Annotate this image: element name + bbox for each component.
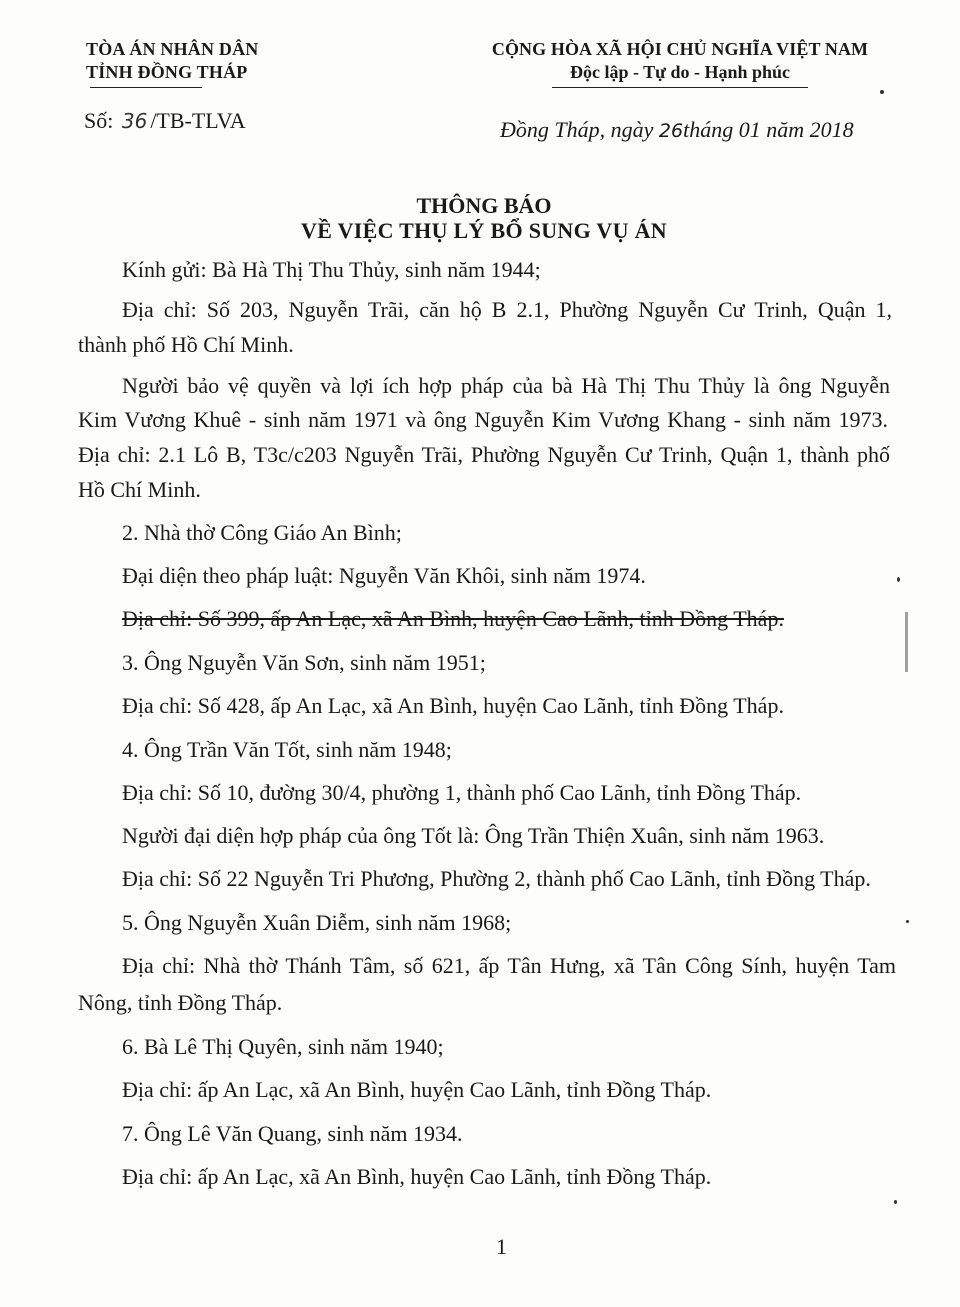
scan-speck	[894, 1200, 897, 1204]
party-6-name: 6. Bà Lê Thị Quyên, sinh năm 1940;	[122, 1034, 444, 1059]
representative-address-line-2: Hồ Chí Minh.	[78, 477, 201, 502]
representative-address-line-1: Địa chỉ: 2.1 Lô B, T3c/c203 Nguyễn Trãi, Phường Nguyễn Cư Trinh, Quận 1, thành phố	[78, 442, 890, 467]
motto-underline	[552, 87, 808, 88]
party-3-address: Địa chỉ: Số 428, ấp An Lạc, xã An Bình, huyện Cao Lãnh, tỉnh Đồng Tháp.	[122, 693, 784, 718]
party-5-name: 5. Ông Nguyễn Xuân Diễm, sinh năm 1968;	[122, 910, 512, 935]
scan-speck	[897, 577, 900, 582]
party-2-address-struck: Địa chỉ: Số 399, ấp An Lạc, xã An Bình, huyện Cao Lãnh, tỉnh Đồng Tháp.	[122, 606, 784, 631]
doc-number-prefix: Số:	[84, 108, 114, 133]
doc-number-suffix: /TB-TLVA	[150, 108, 246, 133]
republic-motto: Độc lập - Tự do - Hạnh phúc	[569, 62, 791, 82]
doc-number-handwritten: 36	[121, 109, 148, 133]
date-day-handwritten: 26	[658, 120, 684, 142]
place-and-date	[500, 117, 854, 143]
recipient-address-line-2: thành phố Hồ Chí Minh.	[78, 332, 294, 357]
document-title: THÔNG BÁO	[416, 193, 552, 218]
page-number: 1	[496, 1234, 507, 1259]
party-6-address: Địa chỉ: ấp An Lạc, xã An Bình, huyện Cao Lãnh, tỉnh Đồng Tháp.	[122, 1077, 712, 1102]
party-4-representative-address: Địa chỉ: Số 22 Nguyễn Tri Phương, Phường 2, thành phố Cao Lãnh, tỉnh Đồng Tháp.	[122, 866, 871, 891]
scan-edge-mark	[905, 612, 908, 672]
party-5-address-line-2: Nông, tỉnh Đồng Tháp.	[78, 990, 283, 1015]
party-2-name: 2. Nhà thờ Công Giáo An Bình;	[122, 520, 402, 545]
party-7-name: 7. Ông Lê Văn Quang, sinh năm 1934.	[122, 1121, 463, 1146]
recipient-address-line-1: Địa chỉ: Số 203, Nguyễn Trãi, căn hộ B 2.1, Phường Nguyễn Cư Trinh, Quận 1,	[122, 297, 892, 322]
representative-line-1: Người bảo vệ quyền và lợi ích hợp pháp của bà Hà Thị Thu Thủy là ông Nguyễn	[122, 373, 890, 398]
court-underline	[90, 87, 202, 88]
representative-line-2: Kim Vương Khuê - sinh năm 1971 và ông Nguyễn Kim Vương Khang - sinh năm 1973.	[78, 407, 888, 432]
republic-name: CỘNG HÒA XÃ HỘI CHỦ NGHĨA VIỆT NAM	[491, 39, 869, 59]
document-number	[84, 108, 246, 134]
court-province: TỈNH ĐỒNG THÁP	[86, 62, 248, 82]
date-suffix: tháng 01 năm 2018	[683, 117, 854, 142]
date-prefix: Đồng Tháp, ngày	[500, 117, 654, 142]
party-2-representative: Đại diện theo pháp luật: Nguyễn Văn Khôi, sinh năm 1974.	[122, 563, 646, 588]
party-7-address: Địa chỉ: ấp An Lạc, xã An Bình, huyện Cao Lãnh, tỉnh Đồng Tháp.	[122, 1164, 712, 1189]
republic-header	[470, 38, 890, 88]
document-subtitle: VỀ VIỆC THỤ LÝ BỔ SUNG VỤ ÁN	[301, 218, 667, 243]
court-name: TÒA ÁN NHÂN DÂN	[86, 39, 259, 59]
party-5-address-line-1: Địa chỉ: Nhà thờ Thánh Tâm, số 621, ấp Tân Hưng, xã Tân Công Sính, huyện Tam	[122, 953, 896, 978]
party-3-name: 3. Ông Nguyễn Văn Sơn, sinh năm 1951;	[122, 650, 486, 675]
party-4-legal-representative: Người đại diện hợp pháp của ông Tốt là: Ông Trần Thiện Xuân, sinh năm 1963.	[122, 823, 825, 848]
scan-speck	[906, 920, 909, 923]
court-header	[86, 38, 296, 88]
party-4-name: 4. Ông Trần Văn Tốt, sinh năm 1948;	[122, 737, 452, 762]
scan-speck	[880, 90, 884, 94]
recipient-line: Kính gửi: Bà Hà Thị Thu Thủy, sinh năm 1944;	[122, 257, 541, 282]
party-4-address: Địa chỉ: Số 10, đường 30/4, phường 1, thành phố Cao Lãnh, tỉnh Đồng Tháp.	[122, 780, 802, 805]
